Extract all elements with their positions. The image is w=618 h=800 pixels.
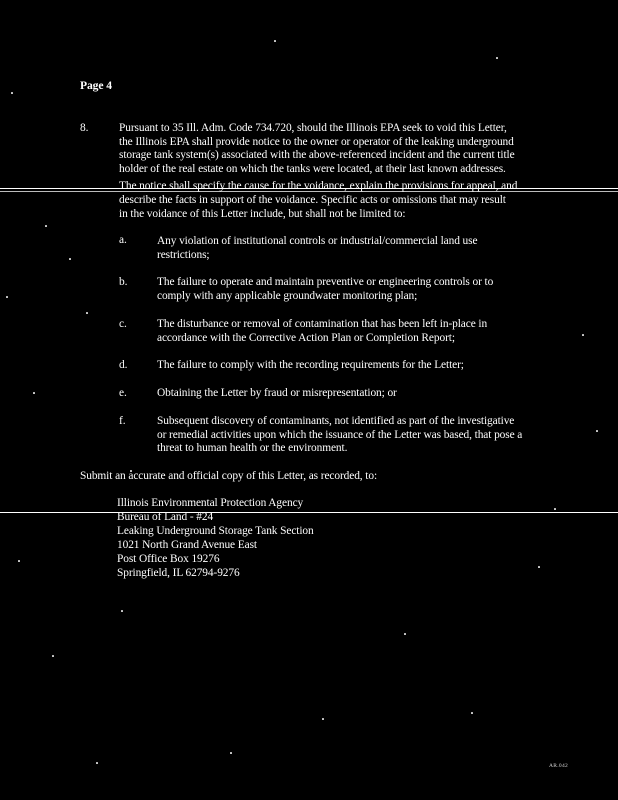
subitem-line: The disturbance or removal of contamination that has been left in-place in [157,318,488,330]
scan-speck [6,296,8,298]
subitem-letter: f. [119,415,126,427]
address-line: Illinois Environmental Protection Agency [117,497,304,509]
address-line: Springfield, IL 62794-9276 [117,567,240,579]
scan-speck [596,430,598,432]
scan-speck [274,40,276,42]
subitem-letter: a. [119,234,127,246]
scan-speck [96,762,98,764]
subitem-letter: d. [119,359,128,371]
scan-speck [52,655,54,657]
subitem-line: accordance with the Corrective Action Plan or Completion Report; [157,331,455,344]
scan-speck [496,57,498,59]
item-8-line: holder of the real estate on which the tanks were located, at their last known addresses. [119,162,506,175]
scan-speck [322,718,324,720]
subitem-line: or remedial activities upon which the issuance of the Letter was based, that pose a [157,428,523,441]
subitem-line: The failure to operate and maintain preventive or engineering controls or to [157,276,494,288]
subitem-line: The failure to comply with the recording requirements for the Letter; [157,359,464,371]
item-8-line: storage tank system(s) associated with the above-referenced incident and the current title [119,149,515,162]
subitem-line: threat to human health or the environment. [157,442,348,455]
address-line: 1021 North Grand Avenue East [117,539,257,551]
submit-instruction: Submit an accurate and official copy of this Letter, as recorded, to: [80,470,378,482]
scan-speck [230,752,232,754]
subitem-letter: c. [119,318,127,330]
scan-speck [582,334,584,336]
subitem-letter: b. [119,276,128,288]
page-label: Page 4 [80,79,112,92]
scan-speck [11,92,13,94]
subitem-line: Subsequent discovery of contaminants, not identified as part of the investigative [157,415,515,427]
subitem-line: comply with any applicable groundwater monitoring plan; [157,289,418,302]
subitem-line: Obtaining the Letter by fraud or misrepresentation; or [157,387,397,399]
item-8-line: the Illinois EPA shall provide notice to the owner or operator of the leaking underground [119,135,514,148]
scan-speck [69,258,71,260]
item-8-line: Pursuant to 35 Ill. Adm. Code 734.720, should the Illinois EPA seek to void this Letter, [119,122,507,134]
subitem-letter: e. [119,387,127,399]
address-line: Bureau of Land - #24 [117,511,214,523]
item-8-line: describe the facts in support of the voidance. Specific acts or omissions that may result [119,194,506,206]
item-number: 8. [80,122,89,134]
item-8-line: The notice shall specify the cause for the voidance, explain the provisions for appeal, and [119,180,518,192]
address-line: Leaking Underground Storage Tank Section [117,525,314,537]
address-line: Post Office Box 19276 [117,553,220,565]
document-stamp: AR.042 [549,763,569,769]
subitem-line: Any violation of institutional controls or industrial/commercial land use [157,235,478,247]
scan-line-middle [0,512,618,513]
scan-speck [404,633,406,635]
scan-speck [33,392,35,394]
scan-speck [18,560,20,562]
scan-speck [538,566,540,568]
scan-speck [471,712,473,714]
scan-speck [554,508,556,510]
subitem-line: restrictions; [157,248,210,261]
scan-speck [121,610,123,612]
scan-speck [45,225,47,227]
item-8-line: in the voidance of this Letter include, but shall not be limited to: [119,207,406,220]
scan-speck [86,312,88,314]
